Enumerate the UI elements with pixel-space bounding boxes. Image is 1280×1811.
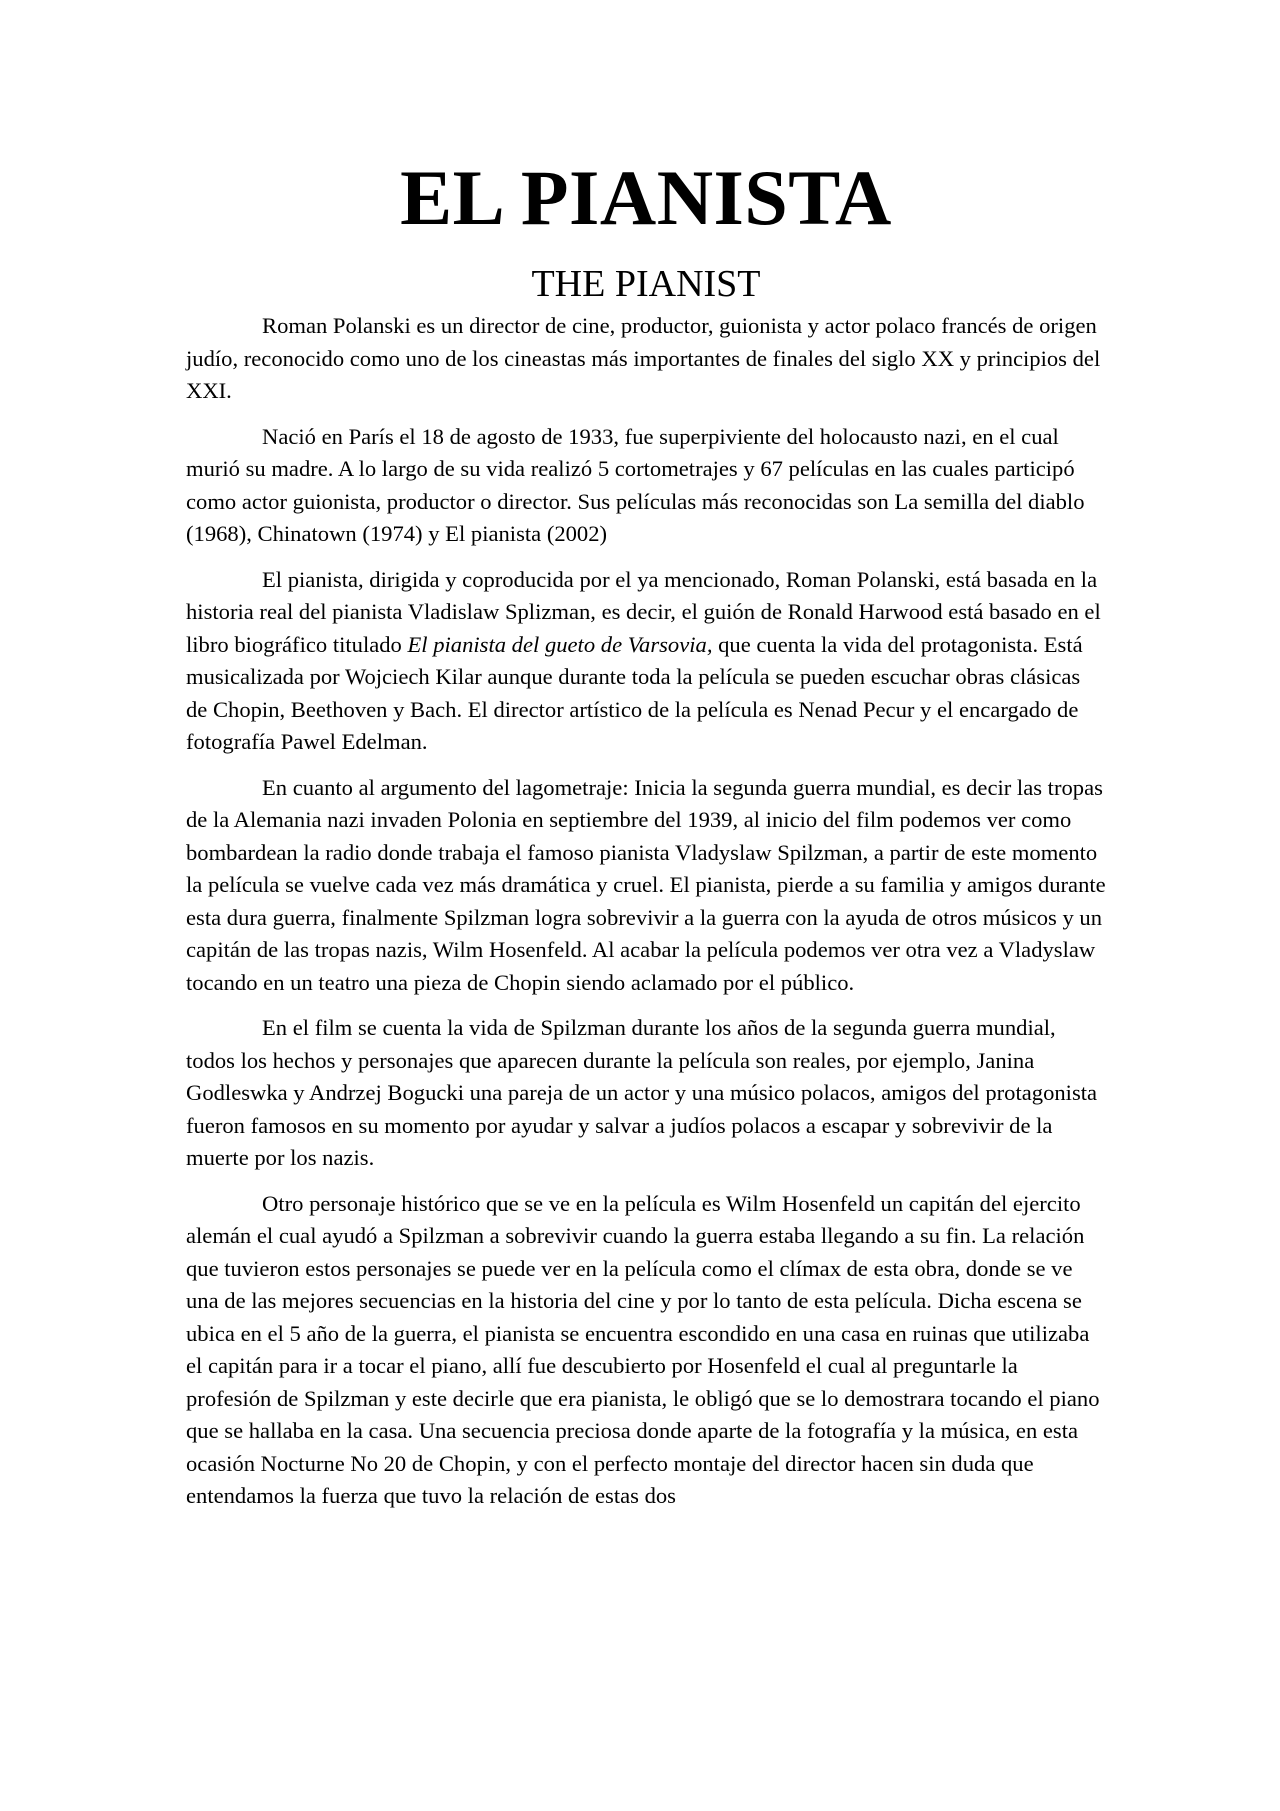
paragraph-plot: En cuanto al argumento del lagometraje: Inicia la segunda guerra mundial, es decir las tropas de la Alemania nazi invaden Polonia en septiembre del 1939, al inicio del film podemos ver como bombardean la radio donde trabaja el famoso pianista Vladyslaw Spilzman, a partir de este momento la película se vuelve cada vez más dramática y cruel. El pianista, pierde a su familia y amigos durante esta dura guerra, finalmente Spilzman logra sobrevivir a la guerra con la ayuda de otros músicos y un capitán de las tropas nazis, Wilm Hosenfeld. Al acabar la película podemos ver otra vez a Vladyslaw tocando en un teatro una pieza de Chopin siendo aclamado por el público. xyxy=(186,774,1106,995)
document-page xyxy=(186,150,1106,1526)
paragraph-polanski-biography: Nació en París el 18 de agosto de 1933, fue superpiviente del holocausto nazi, en el cual murió su madre. A lo largo de su vida realizó 5 cortometrajes y 67 películas en las cuales participó como actor guionista, productor o director. Sus películas más reconocidas son La semilla del diablo (1968), Chinatown (1974) y El pianista (2002) xyxy=(186,423,1085,546)
document-title: EL PIANISTA xyxy=(400,154,892,241)
paragraph-polanski-intro: Roman Polanski es un director de cine, productor, guionista y actor polaco francés de origen judío, reconocido como uno de los cineastas más importantes de finales del siglo XX y principios del XXI. xyxy=(186,313,1101,403)
paragraph-film-production xyxy=(186,564,1106,759)
paragraph-real-characters: En el film se cuenta la vida de Spilzman durante los años de la segunda guerra mundial, todos los hechos y personajes que aparecen durante la película son reales, por ejemplo, Janina Godleswka y Andrzej Bogucki una pareja de un actor y una músico polacos, amigos del protagonista fueron famosos en su momento por ayudar y salvar a judíos polacos a escapar y sobrevivir de la muerte por los nazis. xyxy=(186,1015,1098,1170)
paragraph-text: El pianista, dirigida y coproducida por el ya mencionado, Roman Polanski, está basada en la historia real del pianista Vladislaw Splizman, es decir, el guión de Ronald Harwood está basado en el libro biográfico titulado xyxy=(186,566,1101,657)
paragraph-hosenfeld: Otro personaje histórico que se ve en la película es Wilm Hosenfeld un capitán del ejercito alemán el cual ayudó a Spilzman a sobrevivir cuando la guerra estaba llegando a su fin. La relación que tuvieron estos personajes se puede ver en la película como el clímax de esta obra, donde se ve una de las mejores secuencias en la historia del cine y por lo tanto de esta película. Dicha escena se ubica en el 5 año de la guerra, el pianista se encuentra escondido en una casa en ruinas que utilizaba el capitán para ir a tocar el piano, allí fue descubierto por Hosenfeld el cual al preguntarle la profesión de Spilzman y este decirle que era pianista, le obligó que se lo demostrara tocando el piano que se hallaba en la casa. Una secuencia preciosa donde aparte de la fotografía y la música, en esta ocasión Nocturne No 20 de Chopin, y con el perfecto montaje del director hacen sin duda que entendamos la fuerza que tuvo la relación de estas dos xyxy=(186,1190,1100,1508)
document-subtitle: THE PIANIST xyxy=(531,263,761,305)
book-title: El pianista del gueto de Varsovia, xyxy=(407,631,713,657)
paragraph-text: que cuenta la vida del protagonista. Está musicalizada por Wojciech Kilar aunque durante toda la película se pueden escuchar obras clásicas de Chopin, Beethoven y Bach. El director artístico de la película es Nenad Pecur y el encargado de fotografía Pawel Edelman. xyxy=(186,631,1083,754)
